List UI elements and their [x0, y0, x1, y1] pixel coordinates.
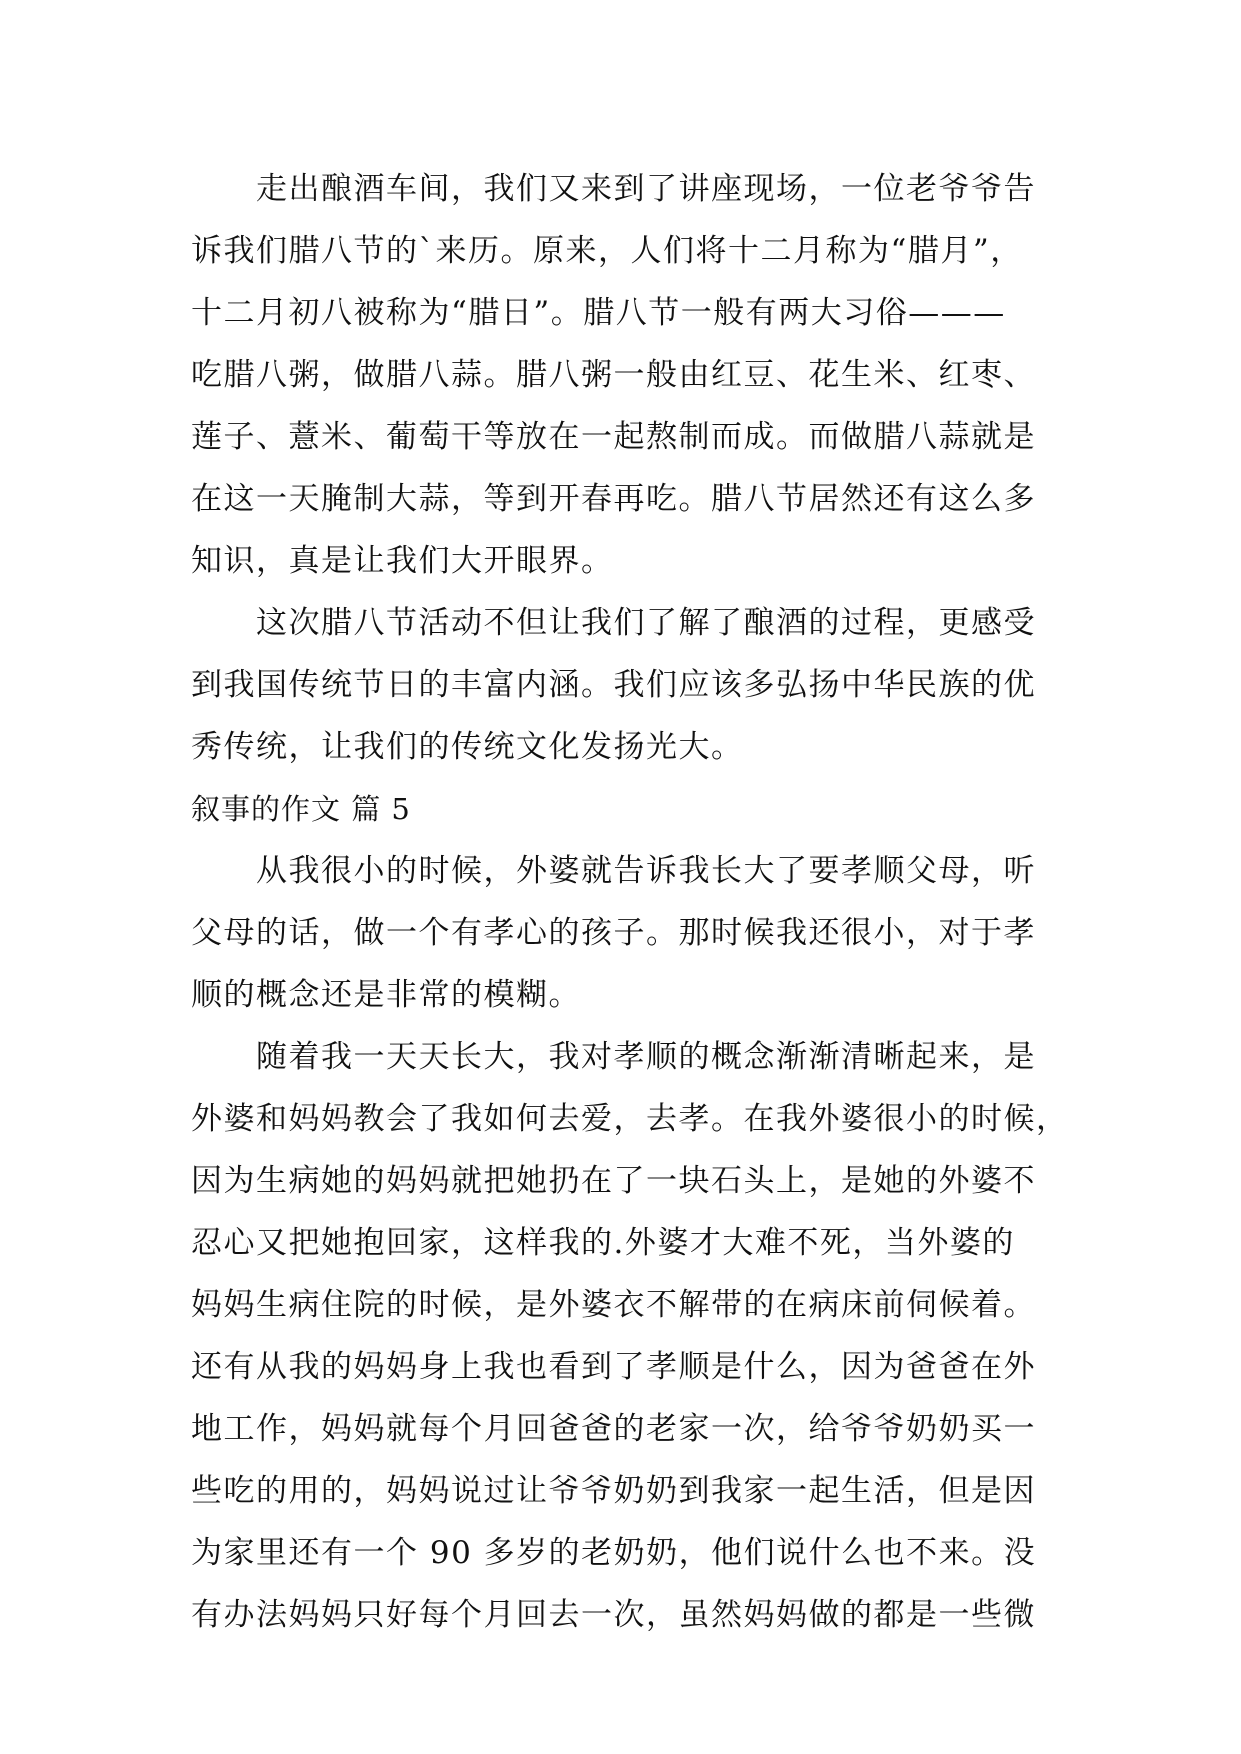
text-line: 从我很小的时候，外婆就告诉我长大了要孝顺父母，听: [191, 853, 1036, 889]
text-line: 为家里还有一个 90 多岁的老奶奶，他们说什么也不来。没: [191, 1535, 1037, 1571]
text-line: 因为生病她的妈妈就把她扔在了一块石头上，是她的外婆不: [191, 1163, 1036, 1199]
text-line: 些吃的用的，妈妈说过让爷爷奶奶到我家一起生活，但是因: [191, 1473, 1036, 1509]
text-line: 知识，真是让我们大开眼界。: [191, 543, 614, 579]
text-line: 走出酿酒车间，我们又来到了讲座现场，一位老爷爷告: [191, 171, 1036, 207]
text-line: 外婆和妈妈教会了我如何去爱，去孝。在我外婆很小的时候，: [191, 1101, 1069, 1137]
text-line: 父母的话，做一个有孝心的孩子。那时候我还很小，对于孝: [191, 915, 1036, 951]
text-line: 有办法妈妈只好每个月回去一次，虽然妈妈做的都是一些微: [191, 1597, 1036, 1633]
text-line: 地工作，妈妈就每个月回爸爸的老家一次，给爷爷奶奶买一: [191, 1411, 1036, 1447]
text-line: 到我国传统节日的丰富内涵。我们应该多弘扬中华民族的优: [191, 667, 1036, 703]
text-line: 忍心又把她抱回家，这样我的.外婆才大难不死，当外婆的: [191, 1225, 1015, 1261]
text-line: 十二月初八被称为“腊日”。腊八节一般有两大习俗———: [191, 295, 1006, 331]
text-line: 妈妈生病住院的时候，是外婆衣不解带的在病床前伺候着。: [191, 1287, 1036, 1323]
text-line: 顺的概念还是非常的模糊。: [191, 977, 581, 1013]
text-line: 在这一天腌制大蒜，等到开春再吃。腊八节居然还有这么多: [191, 481, 1036, 517]
text-line: 这次腊八节活动不但让我们了解了酿酒的过程，更感受: [191, 605, 1036, 641]
text-line: 莲子、薏米、葡萄干等放在一起熬制而成。而做腊八蒜就是: [191, 419, 1036, 455]
text-line: 随着我一天天长大，我对孝顺的概念渐渐清晰起来，是: [191, 1039, 1036, 1075]
section-heading: 叙事的作文 篇 5: [191, 792, 411, 826]
text-line: 诉我们腊八节的`来历。原来，人们将十二月称为“腊月”，: [191, 233, 1023, 269]
text-line: 还有从我的妈妈身上我也看到了孝顺是什么，因为爸爸在外: [191, 1349, 1036, 1385]
text-line: 秀传统，让我们的传统文化发扬光大。: [191, 729, 744, 765]
text-line: 吃腊八粥，做腊八蒜。腊八粥一般由红豆、花生米、红枣、: [191, 357, 1036, 393]
document-body: [191, 158, 1069, 1646]
